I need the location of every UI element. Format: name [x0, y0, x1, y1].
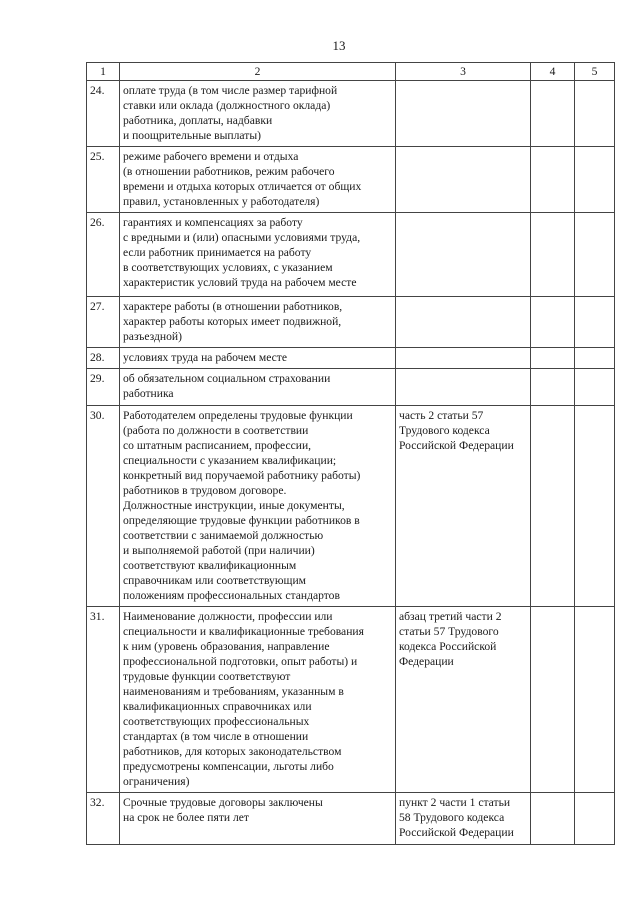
legal-basis-line: 58 Трудового кодекса: [399, 811, 505, 824]
requirement-line: об обязательном социальном страховании: [123, 372, 331, 385]
answer-cell-col4[interactable]: [531, 369, 575, 406]
requirement-line: специальности и квалификационные требования: [123, 625, 364, 638]
requirement-line: профессиональной подготовки, опыт работы) и: [123, 655, 358, 668]
answer-cell-col5[interactable]: [575, 213, 615, 297]
requirement-line: характере работы (в отношении работников,: [123, 300, 343, 313]
legal-basis: [396, 406, 531, 607]
table-row: [87, 406, 615, 607]
requirement-line: на срок не более пяти лет: [123, 811, 249, 824]
requirement-line: предусмотрены компенсации, льготы либо: [123, 760, 334, 773]
requirement-line: положениям профессиональных стандартов: [123, 589, 340, 602]
legal-basis: [396, 81, 531, 147]
legal-basis: [396, 369, 531, 406]
requirement-line: Работодателем определены трудовые функции: [123, 409, 353, 422]
table-row: [87, 348, 615, 369]
requirement-line: Наименование должности, профессии или: [123, 610, 333, 623]
legal-basis-line: Трудового кодекса: [399, 424, 490, 437]
legal-basis-line: Федерации: [399, 655, 454, 668]
requirement-line: соответствии с занимаемой должностью: [123, 529, 324, 542]
requirement-line: специальности с указанием квалификации;: [123, 454, 337, 467]
legal-basis-line: Российской Федерации: [399, 439, 514, 452]
answer-cell-col5[interactable]: [575, 348, 615, 369]
legal-basis-line: кодекса Российской: [399, 640, 497, 653]
table-row: [87, 297, 615, 348]
header-cell-5: 5: [575, 63, 615, 81]
requirement-line: конкретный вид поручаемой работнику работы): [123, 469, 361, 482]
row-number: 25.: [87, 147, 120, 213]
answer-cell-col5[interactable]: [575, 81, 615, 147]
row-number: 29.: [87, 369, 120, 406]
answer-cell-col4[interactable]: [531, 81, 575, 147]
requirement-line: со штатным расписанием, профессии,: [123, 439, 312, 452]
row-number: 32.: [87, 793, 120, 845]
requirement-line: условиях труда на рабочем месте: [123, 351, 288, 364]
requirement-line: работника, доплаты, надбавки: [123, 114, 273, 127]
requirement-line: Должностные инструкции, иные документы,: [123, 499, 345, 512]
requirement-line: Срочные трудовые договоры заключены: [123, 796, 323, 809]
requirement-line: разъездной): [123, 330, 182, 343]
requirement-text: [120, 348, 396, 369]
answer-cell-col4[interactable]: [531, 147, 575, 213]
header-cell-1: 1: [87, 63, 120, 81]
answer-cell-col5[interactable]: [575, 369, 615, 406]
requirement-text: [120, 81, 396, 147]
requirement-line: справочникам или соответствующим: [123, 574, 306, 587]
header-cell-3: 3: [396, 63, 531, 81]
answer-cell-col5[interactable]: [575, 297, 615, 348]
requirement-line: стандартах (в том числе в отношении: [123, 730, 309, 743]
legal-basis-line: пункт 2 части 1 статьи: [399, 796, 511, 809]
requirement-line: работника: [123, 387, 174, 400]
legal-basis: [396, 297, 531, 348]
requirement-line: работников, для которых законодательством: [123, 745, 342, 758]
row-number: 24.: [87, 81, 120, 147]
table-row: [87, 213, 615, 297]
requirement-text: [120, 147, 396, 213]
answer-cell-col4[interactable]: [531, 607, 575, 793]
requirement-text: [120, 607, 396, 793]
requirement-line: квалификационных справочниках или: [123, 700, 312, 713]
requirement-line: характер работы которых имеет подвижной,: [123, 315, 342, 328]
legal-basis: [396, 607, 531, 793]
answer-cell-col4[interactable]: [531, 297, 575, 348]
legal-basis-line: абзац третий части 2: [399, 610, 502, 623]
row-number: 27.: [87, 297, 120, 348]
requirement-line: если работник принимается на работу: [123, 246, 312, 259]
requirement-text: [120, 369, 396, 406]
legal-basis: [396, 348, 531, 369]
answer-cell-col4[interactable]: [531, 213, 575, 297]
requirement-line: режиме рабочего времени и отдыха: [123, 150, 299, 163]
header-cell-4: 4: [531, 63, 575, 81]
requirement-line: с вредными и (или) опасными условиями труда,: [123, 231, 361, 244]
requirement-line: соответствующих профессиональных: [123, 715, 310, 728]
answer-cell-col4[interactable]: [531, 348, 575, 369]
table-row: [87, 147, 615, 213]
requirement-line: наименованиям и требованиям, указанным в: [123, 685, 344, 698]
answer-cell-col5[interactable]: [575, 793, 615, 845]
page-number: 13: [332, 38, 346, 53]
legal-basis: [396, 213, 531, 297]
table-body: [87, 81, 615, 845]
requirement-line: в соответствующих условиях, с указанием: [123, 261, 333, 274]
requirement-line: соответствуют квалификационным: [123, 559, 297, 572]
legal-basis: [396, 793, 531, 845]
legal-basis-line: часть 2 статьи 57: [399, 409, 484, 422]
requirement-text: [120, 297, 396, 348]
requirement-line: гарантиях и компенсациях за работу: [123, 216, 303, 229]
row-number: 30.: [87, 406, 120, 607]
row-number: 26.: [87, 213, 120, 297]
requirement-line: и выполняемой работой (при наличии): [123, 544, 315, 557]
header-row: [87, 63, 615, 81]
answer-cell-col5[interactable]: [575, 607, 615, 793]
requirement-line: ставки или оклада (должностного оклада): [123, 99, 331, 112]
legal-basis-line: Российской Федерации: [399, 826, 514, 839]
answer-cell-col5[interactable]: [575, 147, 615, 213]
row-number: 31.: [87, 607, 120, 793]
table-row: [87, 369, 615, 406]
legal-basis-line: статьи 57 Трудового: [399, 625, 499, 638]
requirement-line: оплате труда (в том числе размер тарифной: [123, 84, 338, 97]
row-number: 28.: [87, 348, 120, 369]
requirement-line: определяющие трудовые функции работников в: [123, 514, 360, 527]
checklist-table: [86, 62, 615, 845]
table-row: [87, 607, 615, 793]
legal-basis: [396, 147, 531, 213]
answer-cell-col4[interactable]: [531, 406, 575, 607]
requirement-line: работников в трудовом договоре.: [123, 484, 287, 497]
requirement-line: трудовые функции соответствуют: [123, 670, 291, 683]
requirement-line: правил, установленных у работодателя): [123, 195, 320, 208]
answer-cell-col4[interactable]: [531, 793, 575, 845]
requirement-line: времени и отдыха которых отличается от общих: [123, 180, 362, 193]
answer-cell-col5[interactable]: [575, 406, 615, 607]
requirement-line: (работа по должности в соответствии: [123, 424, 309, 437]
requirement-line: характеристик условий труда на рабочем месте: [123, 276, 357, 289]
requirement-line: к ним (уровень образования, направление: [123, 640, 330, 653]
requirement-text: [120, 406, 396, 607]
requirement-text: [120, 213, 396, 297]
header-cell-2: 2: [120, 63, 396, 81]
requirement-line: (в отношении работников, режим рабочего: [123, 165, 335, 178]
requirement-text: [120, 793, 396, 845]
table-row: [87, 81, 615, 147]
requirement-line: и поощрительные выплаты): [123, 129, 261, 142]
table-row: [87, 793, 615, 845]
requirement-line: ограничения): [123, 775, 190, 788]
